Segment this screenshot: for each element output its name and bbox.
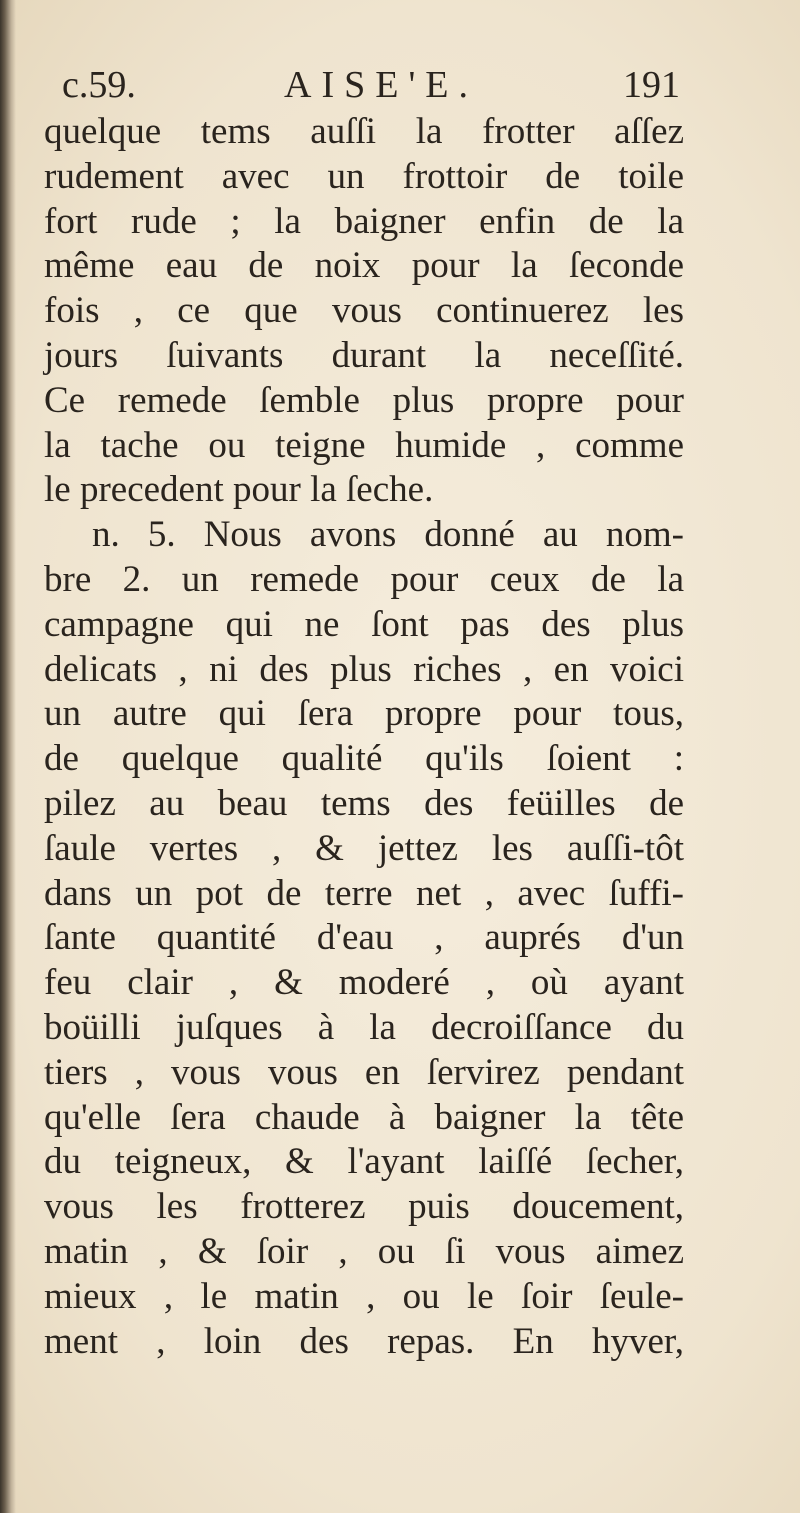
text-line: vous les frotterez puis doucement, bbox=[44, 1186, 684, 1228]
text-line: quelque tems auſſi la frotter aſſez bbox=[44, 111, 684, 152]
text-line: feu clair , & moderé , où ayant bbox=[44, 962, 684, 1004]
text-line: fois , ce que vous continuerez les bbox=[44, 290, 684, 332]
text-line: delicats , ni des plus riches , en voici bbox=[44, 648, 684, 690]
text-line: campagne qui ne ſont pas des plus bbox=[44, 603, 684, 645]
book-binding-edge bbox=[0, 0, 16, 1513]
text-line: du teigneux, & l'ayant laiſſé ſecher, bbox=[44, 1141, 684, 1183]
running-header bbox=[44, 60, 684, 110]
text-line: bre 2. un remede pour ceux de la bbox=[44, 558, 684, 600]
text-line: la tache ou teigne humide , comme bbox=[44, 424, 684, 466]
text-line: matin , & ſoir , ou ſi vous aimez bbox=[44, 1230, 684, 1272]
text-line: ſaule vertes , & jettez les auſſi-tôt bbox=[44, 827, 684, 869]
text-line: ment , loin des repas. En hyver, bbox=[44, 1320, 684, 1362]
text-line: même eau de noix pour la ſeconde bbox=[44, 245, 684, 287]
text-line: ſante quantité d'eau , auprés d'un bbox=[44, 917, 684, 959]
text-line: fort rude ; la baigner enfin de la bbox=[44, 200, 684, 242]
text-line: dans un pot de terre net , avec ſuffi- bbox=[44, 872, 684, 914]
text-line: un autre qui ſera propre pour tous, bbox=[44, 693, 684, 735]
text-line: tiers , vous vous en ſervirez pendant bbox=[44, 1051, 684, 1093]
text-line: qu'elle ſera chaude à baigner la tête bbox=[44, 1096, 684, 1138]
text-line: boüilli juſques à la decroiſſance du bbox=[44, 1006, 684, 1048]
text-line: mieux , le matin , ou le ſoir ſeule- bbox=[44, 1275, 684, 1317]
body-text bbox=[44, 110, 684, 1364]
text-line: le precedent pour la ſeche. bbox=[44, 469, 434, 511]
text-line: n. 5. Nous avons donné au nom- bbox=[92, 514, 684, 556]
text-line: rudement avec un frottoir de toile bbox=[44, 155, 684, 197]
text-line: jours ſuivants durant la neceſſité. bbox=[44, 334, 684, 376]
text-line: pilez au beau tems des feüilles de bbox=[44, 782, 684, 824]
chapter-marker: c.59. bbox=[62, 64, 136, 106]
text-line: Ce remede ſemble plus propre pour bbox=[44, 379, 684, 421]
text-line: de quelque qualité qu'ils ſoient : bbox=[44, 738, 684, 780]
page-text-block bbox=[44, 60, 684, 1364]
page-number: 191 bbox=[623, 64, 680, 106]
running-title: AISE'E. bbox=[284, 64, 479, 106]
